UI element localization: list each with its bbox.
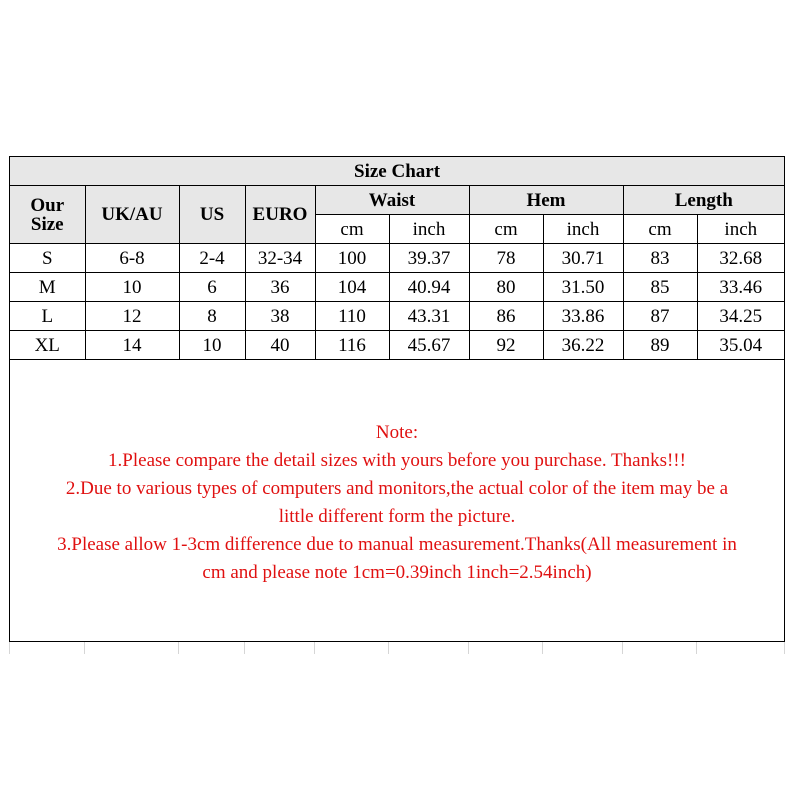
table-title: Size Chart: [10, 157, 784, 186]
note-line: 2.Due to various types of computers and monitors,the actual color of the item may be a: [65, 478, 729, 499]
waist-header: Waist: [315, 186, 469, 215]
cell-hem-cm: 80: [469, 273, 543, 302]
length-cm-header: cm: [623, 215, 697, 244]
note-block: [10, 419, 784, 587]
cell-hem-inch: 33.86: [543, 302, 623, 331]
cell-length-inch: 33.46: [697, 273, 784, 302]
us-header: US: [179, 186, 245, 244]
spreadsheet-gridlines: [0, 642, 800, 654]
cell-hem-cm: 86: [469, 302, 543, 331]
cell-length-inch: 34.25: [697, 302, 784, 331]
cell-waist-cm: 110: [315, 302, 389, 331]
table-row: [10, 331, 784, 360]
cell-length-cm: 87: [623, 302, 697, 331]
size-chart-table: [10, 157, 784, 360]
cell-us: 6: [179, 273, 245, 302]
cell-hem-inch: 36.22: [543, 331, 623, 360]
table-row: [10, 273, 784, 302]
cell-euro: 32-34: [245, 244, 315, 273]
cell-ukau: 12: [85, 302, 179, 331]
cell-length-cm: 85: [623, 273, 697, 302]
cell-length-inch: 32.68: [697, 244, 784, 273]
cell-size: L: [10, 302, 85, 331]
cell-length-inch: 35.04: [697, 331, 784, 360]
cell-waist-cm: 100: [315, 244, 389, 273]
cell-euro: 38: [245, 302, 315, 331]
cell-length-cm: 89: [623, 331, 697, 360]
note-line: little different form the picture.: [278, 506, 516, 527]
cell-us: 2-4: [179, 244, 245, 273]
note-line: cm and please note 1cm=0.39inch 1inch=2.54inch): [202, 562, 592, 583]
cell-hem-inch: 31.50: [543, 273, 623, 302]
cell-size: M: [10, 273, 85, 302]
cell-ukau: 14: [85, 331, 179, 360]
hem-header: Hem: [469, 186, 623, 215]
note-line: 3.Please allow 1-3cm difference due to manual measurement.Thanks(All measurement in: [57, 534, 737, 555]
cell-us: 8: [179, 302, 245, 331]
euro-header: EURO: [245, 186, 315, 244]
our-size-header-line2: Size: [30, 213, 64, 235]
cell-waist-inch: 39.37: [389, 244, 469, 273]
length-header: Length: [623, 186, 784, 215]
cell-waist-inch: 43.31: [389, 302, 469, 331]
cell-size: S: [10, 244, 85, 273]
waist-cm-header: cm: [315, 215, 389, 244]
cell-euro: 36: [245, 273, 315, 302]
cell-waist-cm: 104: [315, 273, 389, 302]
hem-inch-header: inch: [543, 215, 623, 244]
cell-hem-cm: 92: [469, 331, 543, 360]
table-row: [10, 302, 784, 331]
cell-waist-inch: 45.67: [389, 331, 469, 360]
cell-size: XL: [10, 331, 85, 360]
ukau-header: UK/AU: [85, 186, 179, 244]
cell-hem-inch: 30.71: [543, 244, 623, 273]
cell-us: 10: [179, 331, 245, 360]
cell-waist-cm: 116: [315, 331, 389, 360]
cell-hem-cm: 78: [469, 244, 543, 273]
our-size-header-line1: Our: [30, 194, 65, 216]
cell-ukau: 10: [85, 273, 179, 302]
length-inch-header: inch: [697, 215, 784, 244]
table-row: [10, 244, 784, 273]
our-size-header: [10, 186, 85, 244]
cell-length-cm: 83: [623, 244, 697, 273]
cell-ukau: 6-8: [85, 244, 179, 273]
waist-inch-header: inch: [389, 215, 469, 244]
note-line: 1.Please compare the detail sizes with yours before you purchase. Thanks!!!: [108, 450, 686, 471]
cell-euro: 40: [245, 331, 315, 360]
size-chart-sheet: [9, 156, 785, 642]
note-heading: Note:: [375, 422, 419, 443]
hem-cm-header: cm: [469, 215, 543, 244]
cell-waist-inch: 40.94: [389, 273, 469, 302]
